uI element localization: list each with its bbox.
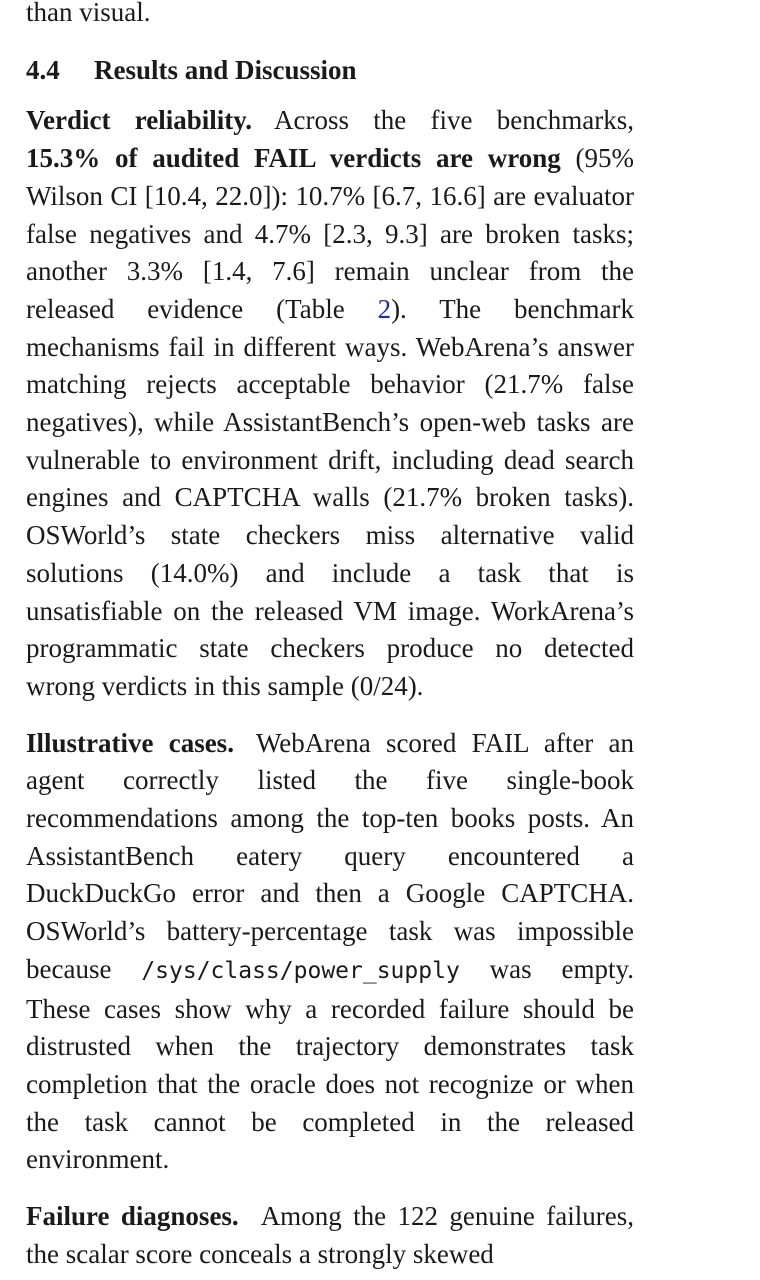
- paragraph-illustrative-cases: [26, 725, 634, 1179]
- paragraph-text: was empty. These cases show why a recorded failure should be distrusted when the trajectory demonstrates task completion that the oracle does not recognize or when the task cannot be completed in the released environment.: [26, 953, 634, 1175]
- paragraph-text: WebArena scored FAIL after an agent correctly listed the five single-book recommendations among the top-ten books posts. An AssistantBench eatery query encountered a DuckDuckGo error and then a Google CAPTCHA. OSWorld’s battery-percentage task was impossible because: [26, 727, 634, 984]
- previous-paragraph-fragment: than visual.: [26, 0, 151, 27]
- key-finding: 15.3% of audited FAIL verdicts are wrong: [26, 143, 561, 174]
- section-title: Results and Discussion: [94, 54, 357, 85]
- section-number: 4.4: [26, 54, 60, 85]
- paragraph-verdict-reliability: [26, 102, 634, 705]
- paragraph-text: ). The benchmark mechanisms fail in different ways. WebArena’s answer matching rejects acceptable behavior (21.7% false negatives), while AssistantBench’s open-web tasks are vulnerable to environment drift, including dead search engines and CAPTCHA walls (21.7% broken tasks). OSWorld’s state checkers miss alternative valid solutions (14.0%) and include a task that is unsatisfiable on the released VM image. WorkArena’s programmatic state checkers produce no detected wrong verdicts in this sample (0/24).: [26, 293, 634, 701]
- inline-code-path: /sys/class/power_supply: [141, 957, 460, 984]
- paragraph-heading: Failure diagnoses.: [26, 1201, 239, 1232]
- paragraph-failure-diagnoses: [26, 1198, 634, 1273]
- section-heading: [26, 52, 634, 90]
- paper-page: [26, 0, 634, 1274]
- paragraph-text: Among the 122 genuine failures, the scalar score conceals a strongly skewed: [26, 1201, 634, 1269]
- paragraph-text: (95% Wilson CI [10.4, 22.0]): 10.7% [6.7, 16.6] are evaluator false negatives and 4.7% [2.3, 9.3] are broken tasks; another 3.3% [1.4, 7.6] remain unclear from the released evidence (Table: [26, 143, 635, 324]
- paragraph-heading: Verdict reliability.: [26, 105, 253, 136]
- paragraph-heading: Illustrative cases.: [26, 727, 234, 758]
- table-reference-link[interactable]: 2: [377, 293, 392, 324]
- paragraph-text: Across the five benchmarks,: [274, 105, 634, 136]
